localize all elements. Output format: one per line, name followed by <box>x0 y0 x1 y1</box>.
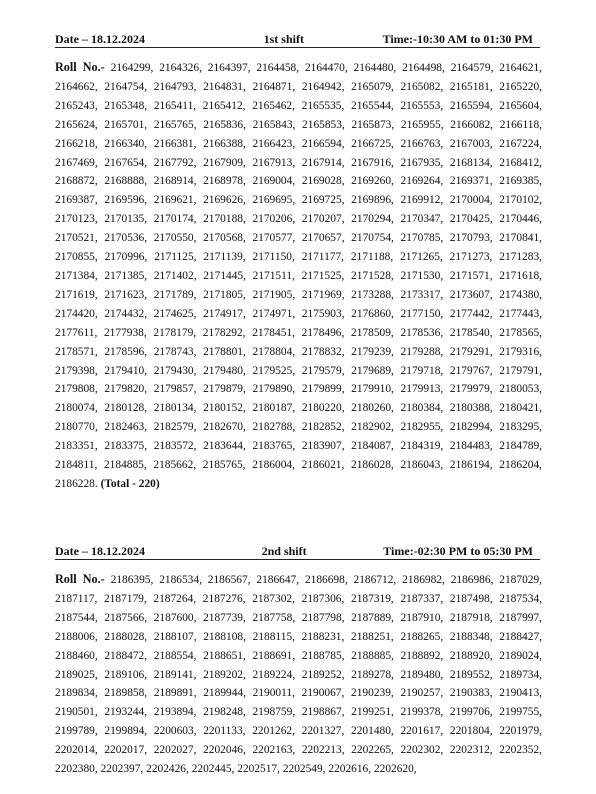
shift2-section <box>55 542 543 779</box>
shift1-roll-numbers: 2164299, 2164326, 2164397, 2164458, 2164470, 2164480, 2164498, 2164579, 2164621, 2164662, 2164754, 2164793, 2164831, 2164871, 2164942, 2165079, 2165082, 2165181, 2165220, 2165243, 2165348, 2165411, 2165412, 2165462, 2165535, 2165544, 2165553, 2165594, 2165604, 2165624, 2165701, 2165765, 2165836, 2165843, 2165853, 2165873, 2165955, 2166082, 2166118, 2166218, 2166340, 2166381, 2166388, 2166423, 2166594, 2166725, 2166763, 2167003, 2167224, 2167469, 2167654, 2167792, 2167909, 2167913, 2167914, 2167916, 2167935, 2168134, 2168412, 2168872, 2168888, 2168914, 2168978, 2169004, 2169028, 2169260, 2169264, 2169371, 2169385, 2169387, 2169596, 2169621, 2169626, 2169695, 2169725, 2169896, 2169912, 2170004, 2170102, 2170123, 2170135, 2170174, 2170188, 2170206, 2170207, 2170294, 2170347, 2170425, 2170446, 2170521, 2170536, 2170550, 2170568, 2170577, 2170657, 2170754, 2170785, 2170793, 2170841, 2170855, 2170996, 2171125, 2171139, 2171150, 2171177, 2171188, 2171265, 2171273, 2171283, 2171384, 2171385, 2171402, 2171445, 2171511, 2171525, 2171528, 2171530, 2171571, 2171618, 2171619, 2171623, 2171789, 2171805, 2171905, 2171969, 2173288, 2173317, 2173607, 2174380, 2174420, 2174432, 2174625, 2174917, 2174971, 2175903, 2176860, 2177150, 2177442, 2177443, 2177611, 2177938, 2178179, 2178292, 2178451, 2178496, 2178509, 2178536, 2178540, 2178565, 2178571, 2178596, 2178743, 2178801, 2178804, 2178832, 2179239, 2179288, 2179291, 2179316, 2179398, 2179410, 2179430, 2179480, 2179525, 2179579, 2179689, 2179718, 2179767, 2179791, 2179808, 2179820, 2179857, 2179879, 2179890, 2179899, 2179910, 2179913, 2179979, 2180053, 2180074, 2180128, 2180134, 2180152, 2180187, 2180220, 2180260, 2180384, 2180388, 2180421, 2180770, 2182463, 2182579, 2182670, 2182788, 2182852, 2182902, 2182955, 2182994, 2183295, 2183351, 2183375, 2183572, 2183644, 2183765, 2183907, 2184087, 2184319, 2184483, 2184789, 2184811, 2184885, 2185662, 2185765, 2186004, 2186021, 2186028, 2186043, 2186194, 2186204, 2186228. <box>55 62 543 490</box>
shift2-roll-numbers: 2186395, 2186534, 2186567, 2186647, 2186698, 2186712, 2186982, 2186986, 2187029, 2187117, 2187179, 2187264, 2187276, 2187302, 2187306, 2187319, 2187337, 2187498, 2187534, 2187544, 2187566, 2187600, 2187739, 2187758, 2187798, 2187889, 2187910, 2187918, 2187997, 2188006, 2188028, 2188107, 2188108, 2188115, 2188231, 2188251, 2188265, 2188348, 2188427, 2188460, 2188472, 2188554, 2188651, 2188691, 2188785, 2188885, 2188892, 2188920, 2189024, 2189025, 2189106, 2189141, 2189202, 2189224, 2189252, 2189278, 2189480, 2189552, 2189734, 2189834, 2189858, 2189891, 2189944, 2190011, 2190067, 2190239, 2190257, 2190383, 2190413, 2190501, 2193244, 2193894, 2198248, 2198759, 2198867, 2199251, 2199378, 2199706, 2199755, 2199789, 2199894, 2200603, 2201133, 2201262, 2201327, 2201480, 2201617, 2201804, 2201979, 2202014, 2202017, 2202027, 2202046, 2202163, 2202213, 2202265, 2202302, 2202312, 2202352, 2202380, 2202397, 2202426, 2202445, 2202517, 2202549, 2202616, 2202620, <box>55 574 543 776</box>
shift1-total: (Total - 220) <box>100 477 160 490</box>
shift1-title: 1st shift <box>263 32 304 46</box>
shift1-time: Time:-10:30 AM to 01:30 PM <box>382 32 533 46</box>
shift2-header <box>55 542 540 560</box>
shift2-title: 2nd shift <box>261 544 307 558</box>
shift1-header <box>55 30 540 48</box>
shift2-date: Date – 18.12.2024 <box>55 544 145 558</box>
shift1-roll-list <box>55 58 542 494</box>
shift1-roll-label: Roll No.- <box>55 60 105 74</box>
shift1-section <box>55 30 543 494</box>
shift2-roll-list <box>55 570 542 779</box>
shift1-date: Date – 18.12.2024 <box>55 32 145 46</box>
shift2-roll-label: Roll No.- <box>55 572 105 586</box>
shift2-time: Time:-02:30 PM to 05:30 PM <box>383 544 533 558</box>
